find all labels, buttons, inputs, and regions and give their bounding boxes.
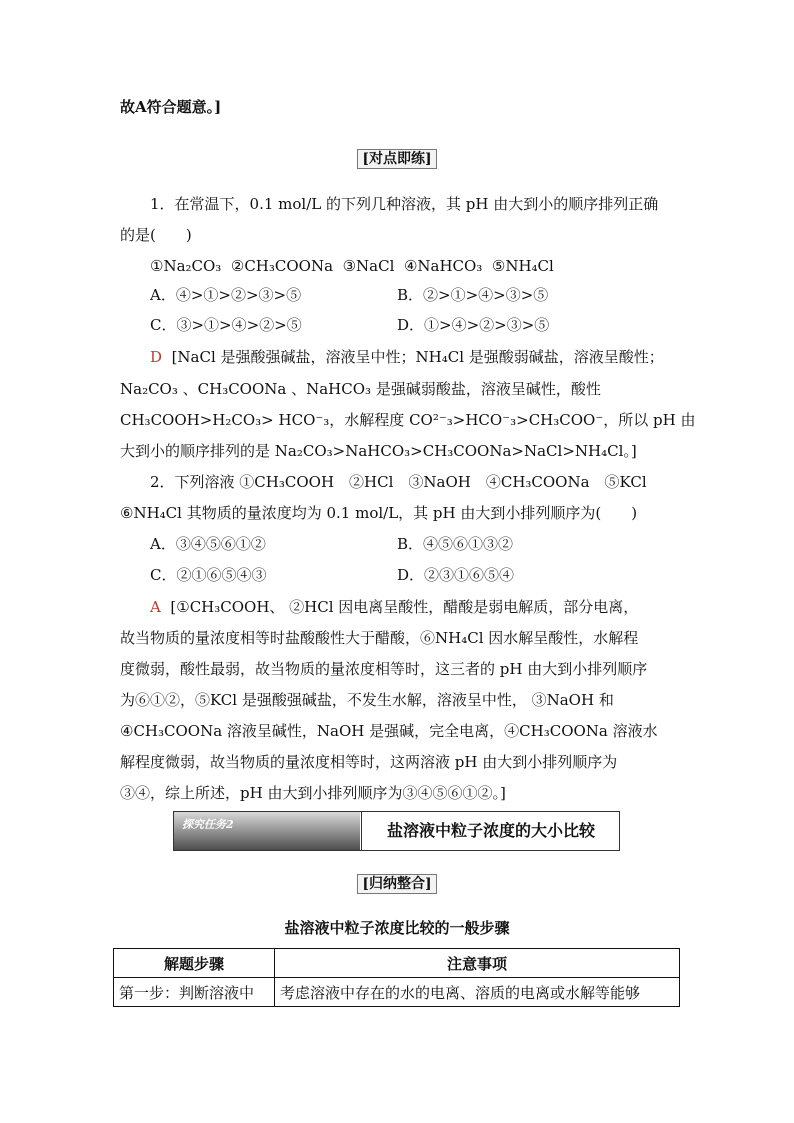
q2-explanation-line5: ④CH₃COONa 溶液呈碱性，NaOH 是强碱，完全电离，④CH₃COONa 溶液水 xyxy=(120,722,658,740)
q2-explanation-line2: 故当物质的量浓度相等时盐酸酸性大于醋酸，⑥NH₄Cl 因水解呈酸性，水解程 xyxy=(120,629,639,647)
table-header-cell: 解题步骤 xyxy=(114,949,275,978)
q1-option-d: D．①>④>②>③>⑤ xyxy=(397,316,550,334)
table-cell: 第一步：判断溶液中 xyxy=(114,978,275,1007)
banner-task-label: 探究任务2 xyxy=(174,812,360,850)
steps-table xyxy=(113,948,680,1007)
q1-explanation-line3: CH₃COOH>H₂CO₃> HCO⁻₃，水解程度 CO²⁻₃>HCO⁻₃>CH₃COO⁻，所以 pH 由 xyxy=(120,411,696,429)
q2-option-c: C．②①⑥⑤④③ xyxy=(150,566,267,584)
intro-text: 故A符合题意。] xyxy=(120,98,222,116)
q2-explanation-line4: 为⑥①②，⑤KCl 是强酸强碱盐，不发生水解，溶液呈中性， ③NaOH 和 xyxy=(120,691,614,709)
q1-option-c: C．③>①>④>②>⑤ xyxy=(150,316,302,334)
q2-stem-line2: ⑥NH₄Cl 其物质的量浓度均为 0.1 mol/L，其 pH 由大到小排列顺序为( ) xyxy=(120,504,638,522)
q1-explanation-line2: Na₂CO₃ 、CH₃COONa 、NaHCO₃ 是强碱弱酸盐，溶液呈碱性，酸性 xyxy=(120,380,601,398)
q1-stem-line1: 1．在常温下，0.1 mol/L 的下列几种溶液，其 pH 由大到小的顺序排列正确 xyxy=(150,195,659,213)
q2-explanation-line1: A [①CH₃COOH、 ②HCl 因电离呈酸性，醋酸是弱电解质，部分电离， xyxy=(150,598,639,616)
table-header-cell: 注意事项 xyxy=(275,949,680,978)
q1-items: ①Na₂CO₃ ②CH₃COONa ③NaCl ④NaHCO₃ ⑤NH₄Cl xyxy=(150,257,554,275)
q2-explanation-line3: 度微弱，酸性最弱，故当物质的量浓度相等时，这三者的 pH 由大到小排列顺序 xyxy=(120,660,648,678)
table-header-row xyxy=(114,949,680,978)
q1-explanation-line4: 大到小的顺序排列的是 Na₂CO₃>NaHCO₃>CH₃COONa>NaCl>NH₄Cl。] xyxy=(120,442,637,460)
q1-explanation-line1: D [NaCl 是强酸强碱盐，溶液呈中性；NH₄Cl 是强酸弱碱盐，溶液呈酸性； xyxy=(150,348,664,366)
q1-answer: D xyxy=(150,348,163,366)
q2-stem-line1: 2．下列溶液 ①CH₃COOH ②HCl ③NaOH ④CH₃COONa ⑤KCl xyxy=(150,473,647,491)
table-row xyxy=(114,978,680,1007)
q2-explanation-line7: ③④，综上所述，pH 由大到小排列顺序为③④⑤⑥①②。] xyxy=(120,784,506,802)
tag-practice: [对点即练] xyxy=(0,148,794,168)
q2-option-b: B．④⑤⑥①③② xyxy=(397,535,514,553)
q1-option-a: A．④>①>②>③>⑤ xyxy=(150,286,302,304)
q2-option-d: D．②③①⑥⑤④ xyxy=(397,566,515,584)
q2-option-a: A．③④⑤⑥①② xyxy=(150,535,266,553)
q1-stem-line2: 的是( ) xyxy=(120,226,192,244)
q1-option-b: B．②>①>④>③>⑤ xyxy=(397,286,549,304)
section-title: 盐溶液中粒子浓度比较的一般步骤 xyxy=(284,919,510,937)
q2-answer: A xyxy=(150,598,161,616)
table-cell: 考虑溶液中存在的水的电离、溶质的电离或水解等能够 xyxy=(275,978,680,1007)
section-banner xyxy=(173,811,620,851)
tag-summary: [归纳整合] xyxy=(0,873,794,893)
banner-title: 盐溶液中粒子浓度的大小比较 xyxy=(361,812,620,850)
q2-explanation-line6: 解程度微弱，故当物质的量浓度相等时，这两溶液 pH 由大到小排列顺序为 xyxy=(120,753,618,771)
